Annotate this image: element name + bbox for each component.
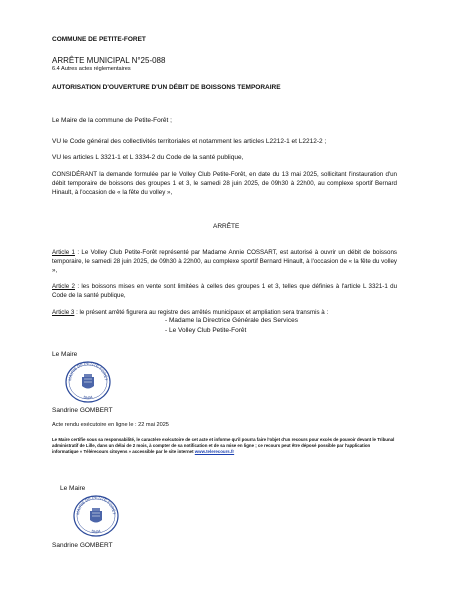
recipient-2: - Le Volley Club Petite-Forêt <box>165 327 247 334</box>
article-3 <box>52 308 397 317</box>
seal-1-bottom: 59494 <box>82 395 94 400</box>
decision-heading: ARRÊTE <box>213 223 240 230</box>
legal-notice <box>52 437 398 455</box>
preamble-vu-1: VU le Code général des collectivités territoriales et notamment les articles L2212-1 et L2212-2 ; <box>52 138 327 145</box>
article-3-text: : le présent arrêté figurera au registre des arrêtés municipaux et ampliation sera transmis à : <box>74 309 329 316</box>
seal-2-bottom: 59494 <box>90 529 102 534</box>
document-subject: AUTORISATION D'OUVERTURE D'UN DÉBIT DE BOISSONS TEMPORAIRE <box>52 84 281 91</box>
telerecours-link[interactable]: www.telerecours.fr <box>194 449 235 454</box>
article-1 <box>52 248 397 275</box>
legal-notice-text: Le Maire certifie sous sa responsabilité, le caractère exécutoire de cet acte et informe qu'il pourra faire l'objet d'un recours pour excès de pouvoir devant le Tribunal administratif de Lille, dans un délai de 2 mois, à compter de sa notification et de sa mise en ligne ; ce recours peut être déposé possible par l'application informatique « Télérecours citoyens » accessible par le site internet <box>52 437 395 454</box>
recipient-1: - Madame la Directrice Générale des Services <box>165 317 298 324</box>
article-1-text: : Le Volley Club Petite-Forêt représenté par Madame Annie COSSART, est autorisé à ouvrir un débit de boissons temporaire, le samedi 28 juin 2025, de 09h30 à 22h00, au complexe sportif Bernard Hinault, à l'occasion de « la fête du volley », <box>52 249 397 274</box>
act-category: 6.4 Autres actes réglementaires <box>52 66 131 72</box>
article-2-text: : les boissons mises en vente sont limitées à celles des groupes 1 et 3, telles que définies à l'article L 3321-1 du Code de la santé publique, <box>52 283 398 299</box>
publication-date: Acte rendu exécutoire en ligne le : 22 mai 2025 <box>52 422 169 428</box>
article-2 <box>52 282 397 300</box>
seal-2-text: MAIRIE DE PETITE-FORÊT <box>75 494 117 516</box>
signature-2-title: Le Maire <box>60 485 86 492</box>
article-3-label: Article 3 <box>52 309 75 316</box>
preamble-considerant: CONSIDÉRANT la demande formulée par le Volley Club Petite-Forêt, en date du 13 mai 2025, sollicitant l'instauration d'un débit temporaire de boissons des groupes 1 et 3, le samedi 28 juin 2025, de 09h30 à 22h00, au complexe sportif Bernard Hinault, à l'occasion de « la fête du volley », <box>52 171 397 196</box>
seal-1-graphic <box>63 360 113 404</box>
commune-name: COMMUNE DE PETITE-FORET <box>52 36 146 43</box>
preamble-mayor: Le Maire de la commune de Petite-Forêt ; <box>52 117 172 124</box>
article-2-label: Article 2 <box>52 283 75 290</box>
signature-2-name: Sandrine GOMBERT <box>52 542 113 549</box>
mairie-seal-2 <box>71 494 121 538</box>
signature-1-title: Le Maire <box>52 351 78 358</box>
seal-1-text: MAIRIE DE PETITE-FORÊT <box>67 360 109 382</box>
arrete-number: ARRÊTE MUNICIPAL N°25-088 <box>52 56 166 65</box>
preamble-vu-2: VU les articles L 3321-1 et L 3334-2 du Code de la santé publique, <box>52 154 244 161</box>
article-1-label: Article 1 <box>52 249 75 256</box>
signature-1-name: Sandrine GOMBERT <box>52 407 113 414</box>
seal-2-graphic <box>71 494 121 538</box>
mairie-seal-1 <box>63 360 113 404</box>
